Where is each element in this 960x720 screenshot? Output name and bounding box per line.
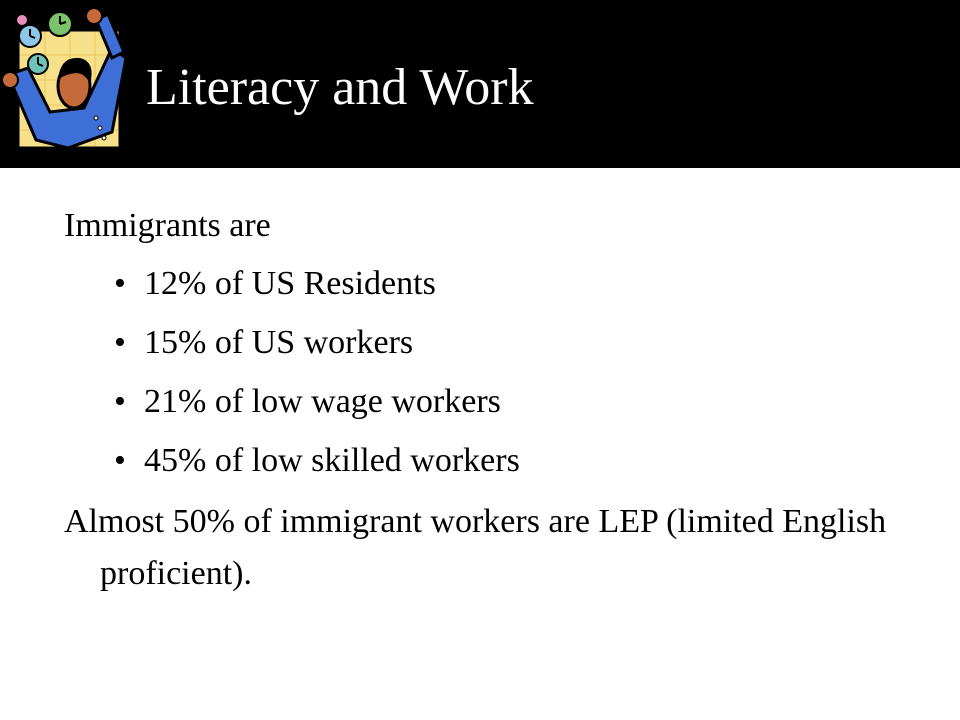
bullet-text: 21% of low wage workers [144, 383, 501, 420]
bullet-icon: • [114, 265, 126, 302]
bullet-icon: • [114, 324, 126, 361]
bullet-text: 12% of US Residents [144, 265, 436, 302]
slide-title: Literacy and Work [146, 59, 534, 116]
list-item [64, 439, 924, 483]
list-item [64, 380, 924, 424]
bullet-text: 15% of US workers [144, 324, 414, 361]
bullet-list [64, 262, 924, 483]
closing-text: Almost 50% of immigrant workers are LEP (limited English proficient). [64, 503, 887, 592]
intro-text: Immigrants are [64, 207, 271, 244]
slide-body [64, 204, 924, 600]
busy-worker-clipart-icon [0, 0, 140, 160]
bullet-text: 45% of low skilled workers [144, 442, 520, 479]
list-item [64, 321, 924, 365]
bullet-icon: • [114, 383, 126, 420]
bullet-icon: • [114, 442, 126, 479]
title-bar [0, 0, 960, 168]
list-item [64, 262, 924, 306]
